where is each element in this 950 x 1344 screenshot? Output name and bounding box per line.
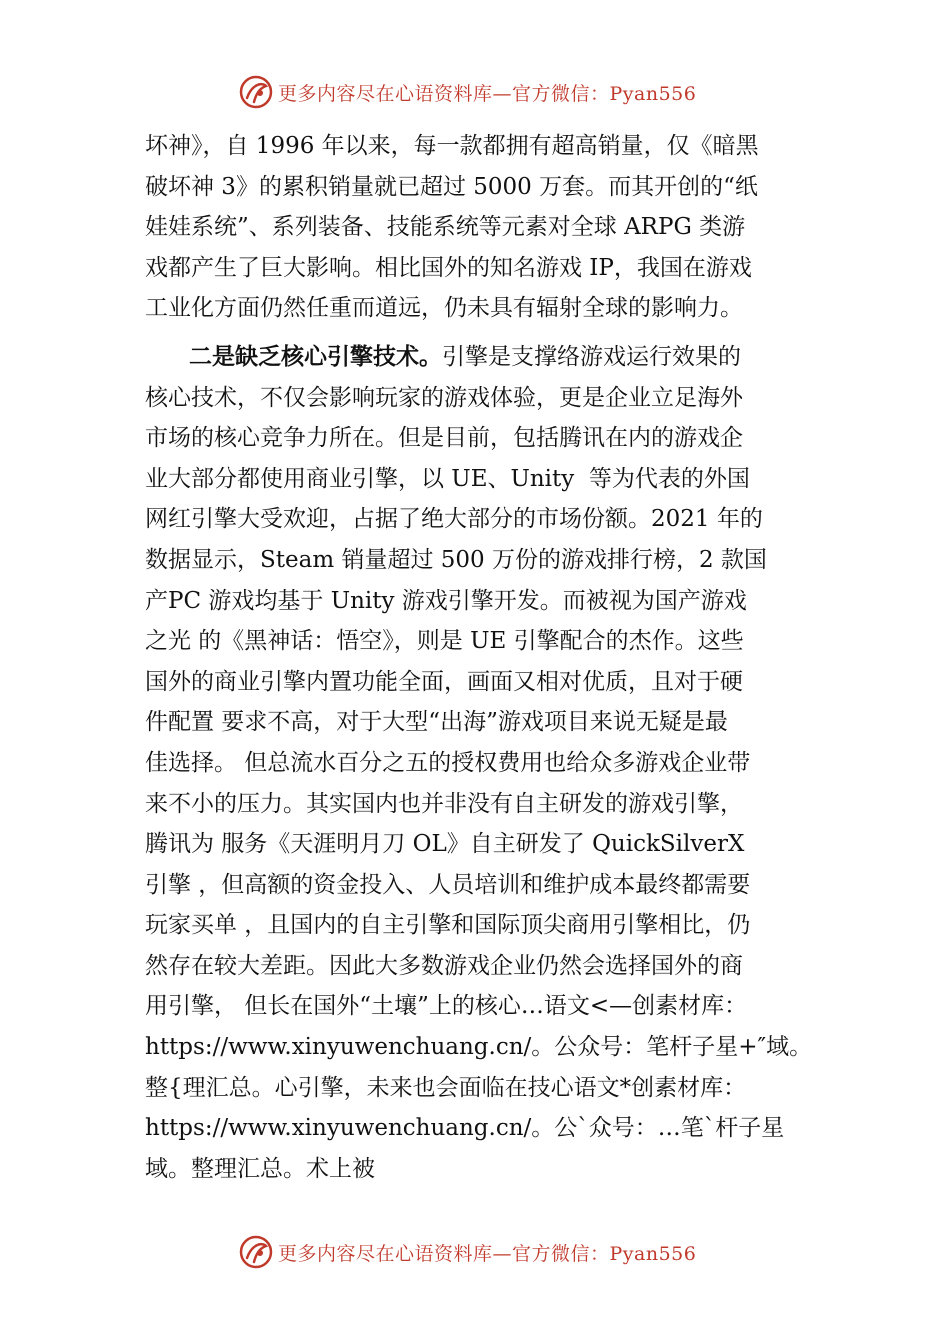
text-line: 戏都产生了巨大影响。相比国外的知名游戏 IP，我国在游戏 <box>145 254 752 281</box>
text-line: 佳选择。 但总流水百分之五的授权费用也给众多游戏企业带 <box>145 749 751 776</box>
text-line: 玩家买单 ，且国内的自主引擎和国际顶尖商用引擎相比，仍 <box>145 912 751 939</box>
header-contact-text: —官方微信：Pyan556 <box>492 82 697 105</box>
text-line: 整{理汇总。心引擎，未来也会面临在技心语文*创素材库： <box>145 1074 747 1101</box>
text-line: 娃娃系统”、系列装备、技能系统等元素对全球 ARPG 类游 <box>145 214 746 241</box>
text-line: 产PC 游戏均基于 Unity 游戏引擎开发。而被视为国产游戏 <box>145 587 747 614</box>
text-line: 业大部分都使用商业引擎，以 UE、Unity 等为代表的外国 <box>145 465 750 492</box>
text-line: https://www.xinyuwenchuang.cn/。公众号：笔杆子星+″域。 <box>145 1034 813 1061</box>
footer-brand-text: 更多内容尽在心语资料库 <box>278 1242 493 1265</box>
heading-line-rest: 引擎是支撑络游戏运行效果的 <box>442 343 741 370</box>
text-line: 域。整理汇总。术上被 <box>145 1155 375 1182</box>
footer-banner <box>238 1232 738 1272</box>
text-line: 腾讯为 服务《天涯明月刀 OL》自主研发了 QuickSilverX <box>145 831 745 858</box>
text-line <box>145 337 825 378</box>
brand-logo-icon <box>238 1234 274 1270</box>
text-line: 国外的商业引擎内置功能全面，画面又相对优质，且对于硬 <box>145 668 743 695</box>
text-line: 网红引擎大受欢迎，占据了绝大部分的市场份额。2021 年的 <box>145 506 763 533</box>
text-line: 引擎 ，但高额的资金投入、人员培训和维护成本最终都需要 <box>145 871 751 898</box>
paragraph-heading: 二是缺乏核心引擎技术。 <box>189 343 442 370</box>
text-line: 来不小的压力。其实国内也并非没有自主研发的游戏引擎， <box>145 790 743 817</box>
text-line: 破坏神 3》的累积销量就已超过 5000 万套。而其开创的“纸 <box>145 173 758 200</box>
footer-contact-text: —官方微信：Pyan556 <box>492 1242 697 1265</box>
paragraph-1 <box>145 126 825 329</box>
text-line: 用引擎， 但长在国外“土壤”上的核心…语文<—创素材库： <box>145 993 748 1020</box>
text-line: 数据显示，Steam 销量超过 500 万份的游戏排行榜，2 款国 <box>145 546 767 573</box>
text-line: 核心技术，不仅会影响玩家的游戏体验，更是企业立足海外 <box>145 384 743 411</box>
text-line: https://www.xinyuwenchuang.cn/。公`众号：…笔`杆子星 <box>145 1115 785 1142</box>
text-line: 市场的核心竞争力所在。但是目前，包括腾讯在内的游戏企 <box>145 425 743 452</box>
brand-logo-icon <box>238 74 274 110</box>
article-body <box>145 126 825 1189</box>
text-line: 件配置 要求不高，对于大型“出海”游戏项目来说无疑是最 <box>145 709 728 736</box>
header-brand-text: 更多内容尽在心语资料库 <box>278 82 493 105</box>
text-line: 工业化方面仍然任重而道远，仍未具有辐射全球的影响力。 <box>145 295 743 322</box>
header-banner <box>238 72 738 112</box>
text-line: 然存在较大差距。因此大多数游戏企业仍然会选择国外的商 <box>145 952 743 979</box>
text-line: 坏神》，自 1996 年以来，每一款都拥有超高销量，仅《暗黑 <box>145 133 759 159</box>
text-line: 之光 的《黑神话：悟空》，则是 UE 引擎配合的杰作。这些 <box>145 628 744 655</box>
paragraph-2 <box>145 337 825 1189</box>
